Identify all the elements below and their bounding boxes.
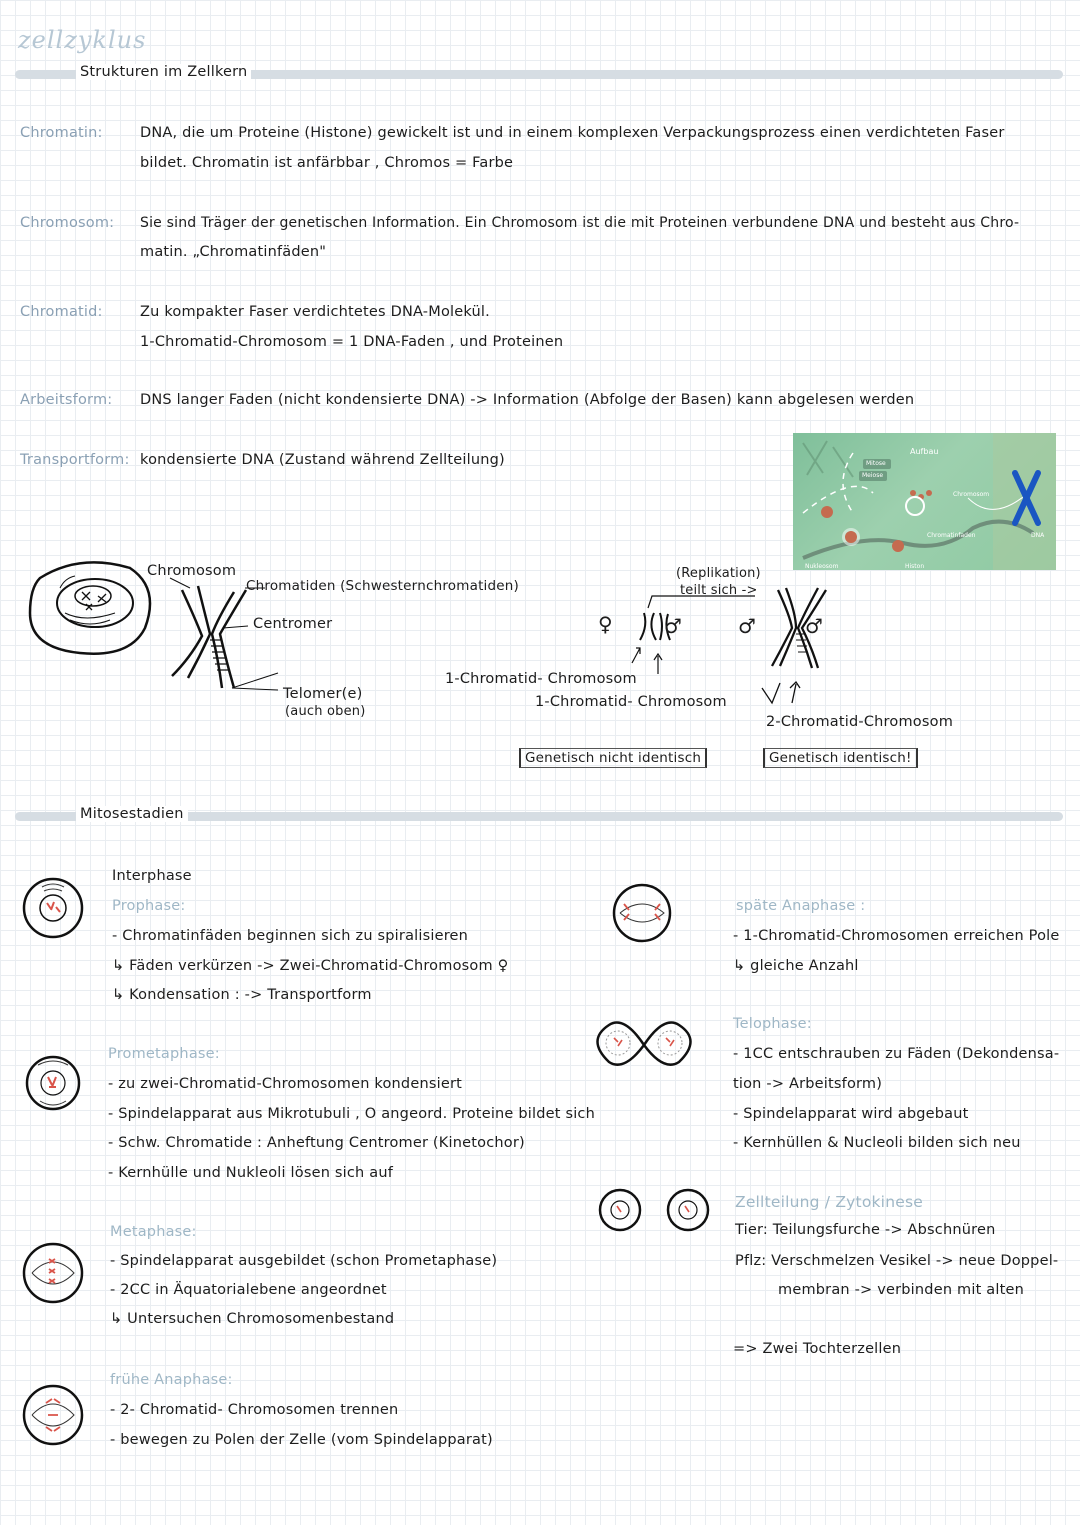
metaphase-line2: - 2CC in Äquatorialebene angeordnet [110,1282,387,1298]
spaete-anaphase-line2: ↳ gleiche Anzahl [733,958,859,974]
box-genetisch-identisch: Genetisch identisch! [763,748,918,768]
female-symbol: ♀ [598,612,613,636]
term-chromatin: Chromatin: [20,125,103,141]
img-label-aufbau: Aufbau [910,447,939,456]
section-heading-strukturen: Strukturen im Zellkern [76,64,251,80]
img-label-mitose: Mitose [866,460,886,467]
label-teilt-sich: teilt sich -> [680,583,758,598]
def-chromosom-line2: matin. „Chromatinfäden" [140,244,327,260]
def-transportform: kondensierte DNA (Zustand während Zellteilung) [140,452,505,468]
box-genetisch-nicht-identisch: Genetisch nicht identisch [519,748,707,768]
fruehe-anaphase-line2: - bewegen zu Polen der Zelle (vom Spindelapparat) [110,1432,493,1448]
def-chromatin-line1: DNA, die um Proteine (Histone) gewickelt ist und in einem komplexen Verpackungsprozess einen verdichteten Faser [140,125,1005,141]
label-chromosom: Chromosom [147,563,237,579]
label-1-chromatid-a: 1-Chromatid- Chromosom [445,671,637,687]
img-label-dna: DNA [1031,532,1045,539]
zytokinese-line2: Pflz: Verschmelzen Vesikel -> neue Doppel- [735,1253,1059,1269]
section-heading-mitosestadien: Mitosestadien [76,806,188,822]
telophase-line4: - Kernhüllen & Nucleoli bilden sich neu [733,1135,1021,1151]
term-arbeitsform: Arbeitsform: [20,392,113,408]
prometaphase-title: Prometaphase: [108,1046,220,1062]
mitosis-cell-icons-left [18,875,88,1495]
label-telomer: Telomer(e) [283,686,363,702]
zytokinese-line3: membran -> verbinden mit alten [778,1282,1024,1298]
def-chromatid-line1: Zu kompakter Faser verdichtetes DNA-Molekül. [140,304,490,320]
mitosis-cell-icons-middle [584,880,724,1240]
label-2-chromatid: 2-Chromatid-Chromosom [766,714,954,730]
label-chromatiden: Chromatiden (Schwesternchromatiden) [246,578,520,594]
telophase-line3: - Spindelapparat wird abgebaut [733,1106,969,1122]
prometaphase-line4: - Kernhülle und Nukleoli lösen sich auf [108,1165,394,1181]
male-symbol-mid: ♂ [738,614,757,638]
metaphase-line3: ↳ Untersuchen Chromosomenbestand [110,1311,395,1327]
page-title: zellzyklus [18,26,147,54]
def-chromatid-line2: 1-Chromatid-Chromosom = 1 DNA-Faden , und Proteinen [140,334,564,350]
male-symbol-left: ♂ [664,614,683,638]
prometaphase-line1: - zu zwei-Chromatid-Chromosomen kondensiert [108,1076,462,1092]
fruehe-anaphase-line1: - 2- Chromatid- Chromosomen trennen [110,1402,399,1418]
zytokinese-title: Zellteilung / Zytokinese [735,1193,923,1211]
prophase-line3: ↳ Kondensation : -> Transportform [112,987,372,1003]
label-centromer: Centromer [253,616,333,632]
prophase-title: Prophase: [112,898,186,914]
spaete-anaphase-title: späte Anaphase : [736,898,866,914]
male-symbol-right: ♂ [805,614,824,638]
prometaphase-line3: - Schw. Chromatide : Anheftung Centromer (Kinetochor) [108,1135,525,1151]
prometaphase-line2: - Spindelapparat aus Mikrotubuli , O angeord. Proteine bildet sich [108,1106,595,1122]
img-label-chromosom: Chromosom [953,491,990,498]
spaete-anaphase-line1: - 1-Chromatid-Chromosomen erreichen Pole [733,928,1060,944]
interphase-title: Interphase [112,868,192,884]
prophase-line2: ↳ Fäden verkürzen -> Zwei-Chromatid-Chromosom ♀ [112,958,509,974]
term-transportform: Transportform: [20,452,130,468]
telophase-line2: tion -> Arbeitsform) [733,1076,883,1092]
img-label-histon: Histon [905,563,925,570]
label-replikation: (Replikation) [676,566,761,581]
term-chromatid: Chromatid: [20,304,103,320]
metaphase-line1: - Spindelapparat ausgebildet (schon Prometaphase) [110,1253,498,1269]
term-chromosom: Chromosom: [20,215,115,231]
img-label-nukleosom: Nukleosom [805,563,839,570]
telophase-line1: - 1CC entschrauben zu Fäden (Dekondensa- [733,1046,1060,1062]
img-label-chromatinfaden: Chromatinfaden [927,532,976,539]
def-arbeitsform: DNS langer Faden (nicht kondensierte DNA) -> Information (Abfolge der Basen) kann abgelesen werden [140,392,915,408]
zytokinese-line1: Tier: Teilungsfurche -> Abschnüren [735,1222,996,1238]
telophase-title: Telophase: [733,1016,812,1032]
result-zwei-tochterzellen: => Zwei Tochterzellen [733,1341,902,1357]
prophase-line1: - Chromatinfäden beginnen sich zu spiralisieren [112,928,469,944]
def-chromosom-line1: Sie sind Träger der genetischen Information. Ein Chromosom ist die mit Proteinen verbundene DNA und besteht aus Chro- [140,215,1020,231]
img-label-meiose: Meiose [862,472,884,479]
label-1-chromatid-b: 1-Chromatid- Chromosom [535,694,727,710]
label-telomer-note: (auch oben) [285,704,366,719]
def-chromatin-line2: bildet. Chromatin ist anfärbbar , Chromos = Farbe [140,155,514,171]
fruehe-anaphase-title: frühe Anaphase: [110,1372,233,1388]
metaphase-title: Metaphase: [110,1224,197,1240]
